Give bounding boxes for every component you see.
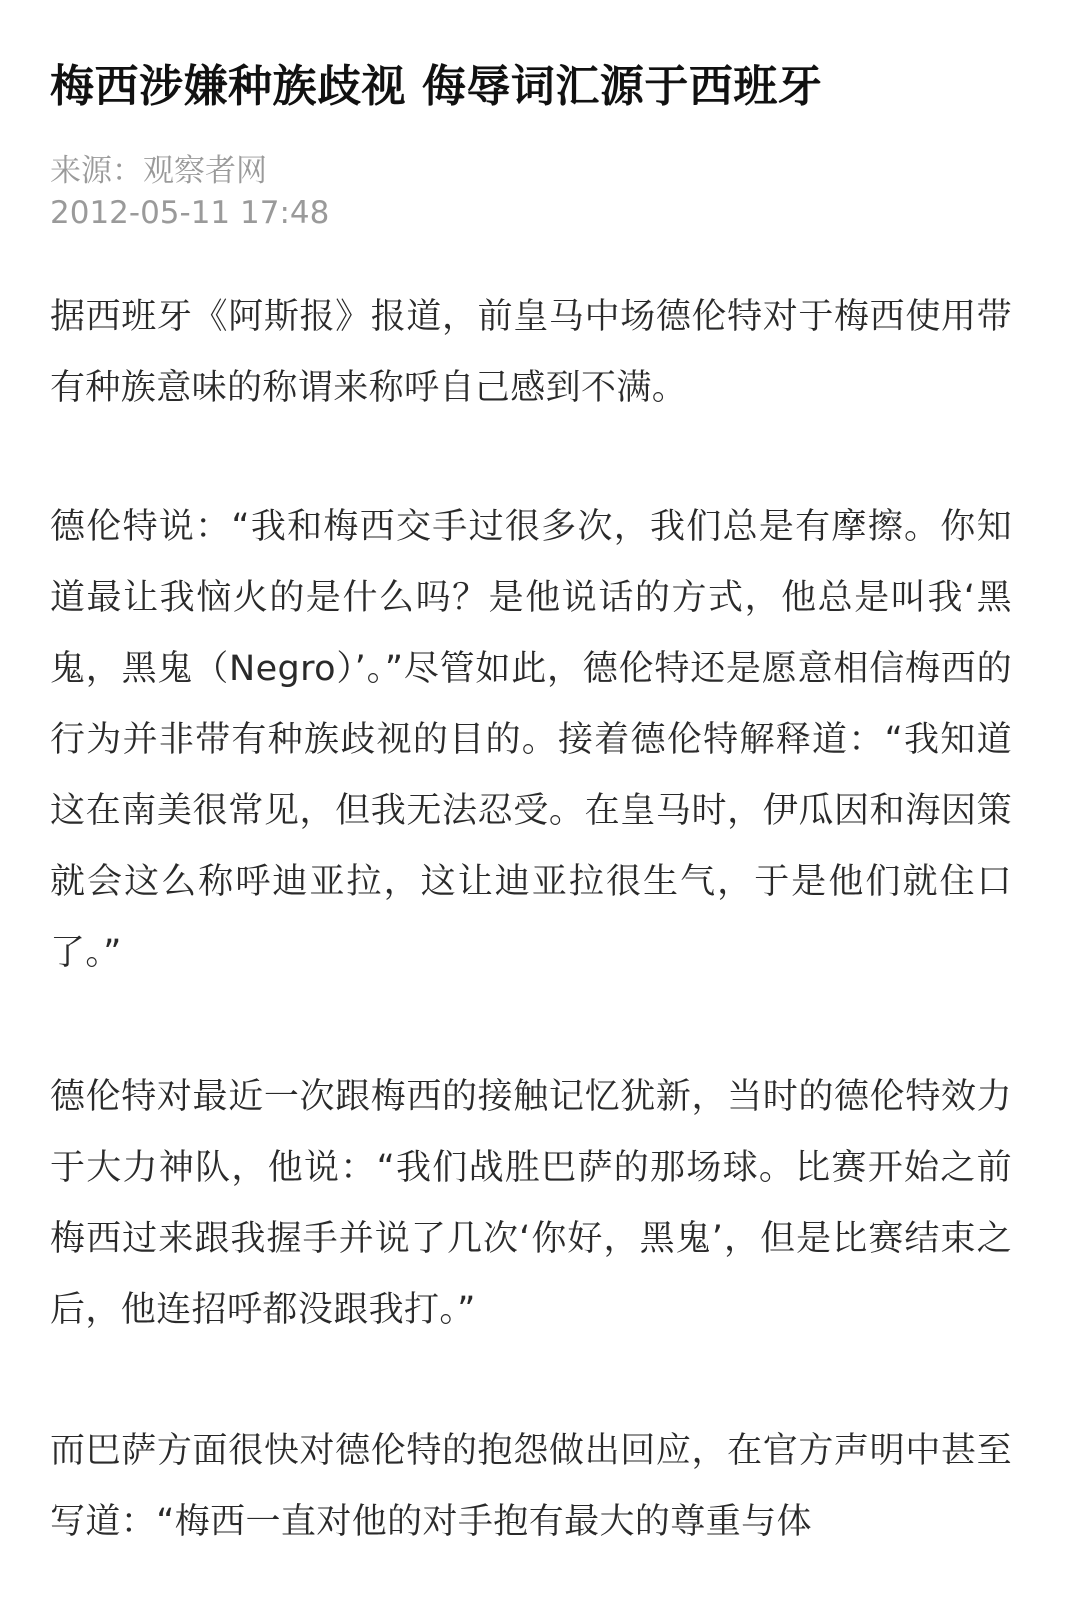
paragraph-2: 德伦特说：“我和梅西交手过很多次，我们总是有摩擦。你知道最让我恼火的是什么吗？是他说话的方式，他总是叫我‘黑鬼，黑鬼（Negro）’。”尽管如此，德伦特还是愿意相信梅西的行为并非带有种族歧视的目的。接着德伦特解释道：“我知道这在南美很常见，但我无法忍受。在皇马时，伊瓜因和海因策就会这么称呼迪亚拉，这让迪亚拉很生气，于是他们就住口了。” <box>50 507 1012 973</box>
paragraph-3: 德伦特对最近一次跟梅西的接触记忆犹新，当时的德伦特效力于大力神队，他说：“我们战胜巴萨的那场球。比赛开始之前梅西过来跟我握手并说了几次‘你好，黑鬼’，但是比赛结束之后，他连招呼都没跟我打。” <box>50 1077 1012 1330</box>
article-source: 来源：观察者网 <box>50 153 267 189</box>
paragraph-4: 而巴萨方面很快对德伦特的抱怨做出回应，在官方声明中甚至写道：“梅西一直对他的对手抱有最大的尊重与体 <box>50 1431 1012 1542</box>
bottom-fade <box>0 1570 1080 1606</box>
article-title: 梅西涉嫌种族歧视 侮辱词汇源于西班牙 <box>50 61 823 112</box>
article-date: 2012-05-11 17:48 <box>50 195 330 231</box>
paragraph-1: 据西班牙《阿斯报》报道，前皇马中场德伦特对于梅西使用带有种族意味的称谓来称呼自己感到不满。 <box>50 297 1012 408</box>
